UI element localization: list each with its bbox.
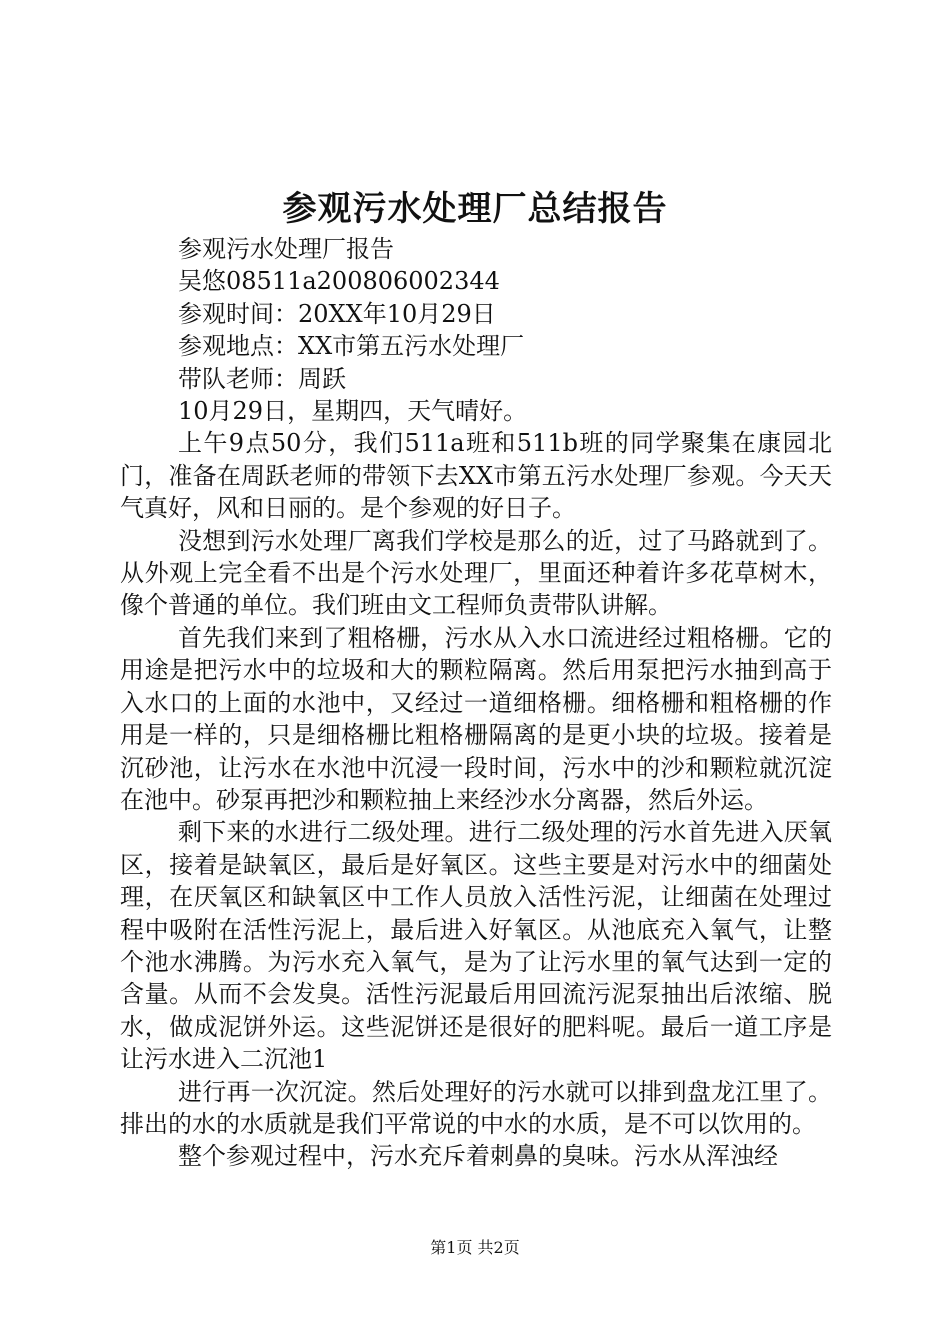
- author-line: 吴悠08511a200806002344: [178, 267, 500, 296]
- date-weather-line: 10月29日，星期四，天气晴好。: [178, 397, 528, 426]
- teacher-line: 带队老师：周跃: [178, 364, 346, 393]
- paragraph-2: 没想到污水处理厂离我们学校是那么的近，过了马路就到了。从外观上完全看不出是个污水处理厂，里面还种着许多花草树木，像个普通的单位。我们班由文工程师负责带队讲解。: [120, 526, 832, 620]
- document-body: [120, 233, 832, 1173]
- visit-time-line: 参观时间：20XX年10月29日: [178, 299, 496, 328]
- paragraph-5: 进行再一次沉淀。然后处理好的污水就可以排到盘龙江里了。排出的水的水质就是我们平常说的中水的水质，是不可以饮用的。: [120, 1077, 832, 1138]
- paragraph-6: 整个参观过程中，污水充斥着刺鼻的臭味。污水从浑浊经: [178, 1142, 778, 1171]
- paragraph-4: 剩下来的水进行二级处理。进行二级处理的污水首先进入厌氧区，接着是缺氧区，最后是好氧区。这些主要是对污水中的细菌处理，在厌氧区和缺氧区中工作人员放入活性污泥，让细菌在处理过程中吸附在活性污泥上，最后进入好氧区。从池底充入氧气，让整个池水沸腾。为污水充入氧气，是为了让污水里的氧气达到一定的含量。从而不会发臭。活性污泥最后用回流污泥泵抽出后浓缩、脱水，做成泥饼外运。这些泥饼还是很好的肥料呢。最后一道工序是让污水进入二沉池1: [120, 818, 832, 1074]
- page-number-footer: 第1页 共2页: [430, 1238, 520, 1257]
- paragraph-3: 首先我们来到了粗格栅，污水从入水口流进经过粗格栅。它的用途是把污水中的垃圾和大的颗粒隔离。然后用泵把污水抽到高于入水口的上面的水池中，又经过一道细格栅。细格栅和粗格栅的作用是一样的，只是细格栅比粗格栅隔离的是更小块的垃圾。接着是沉砂池，让污水在水池中沉浸一段时间，污水中的沙和颗粒就沉淀在池中。砂泵再把沙和颗粒抽上来经沙水分离器，然后外运。: [120, 623, 832, 814]
- paragraph-1: 上午9点50分，我们511a班和511b班的同学聚集在康园北门，准备在周跃老师的带领下去XX市第五污水处理厂参观。今天天气真好，风和日丽的。是个参观的好日子。: [120, 429, 832, 523]
- document-title: 参观污水处理厂总结报告: [282, 189, 668, 229]
- report-subtitle: 参观污水处理厂报告: [178, 235, 394, 263]
- visit-location-line: 参观地点：XX市第五污水处理厂: [178, 332, 525, 361]
